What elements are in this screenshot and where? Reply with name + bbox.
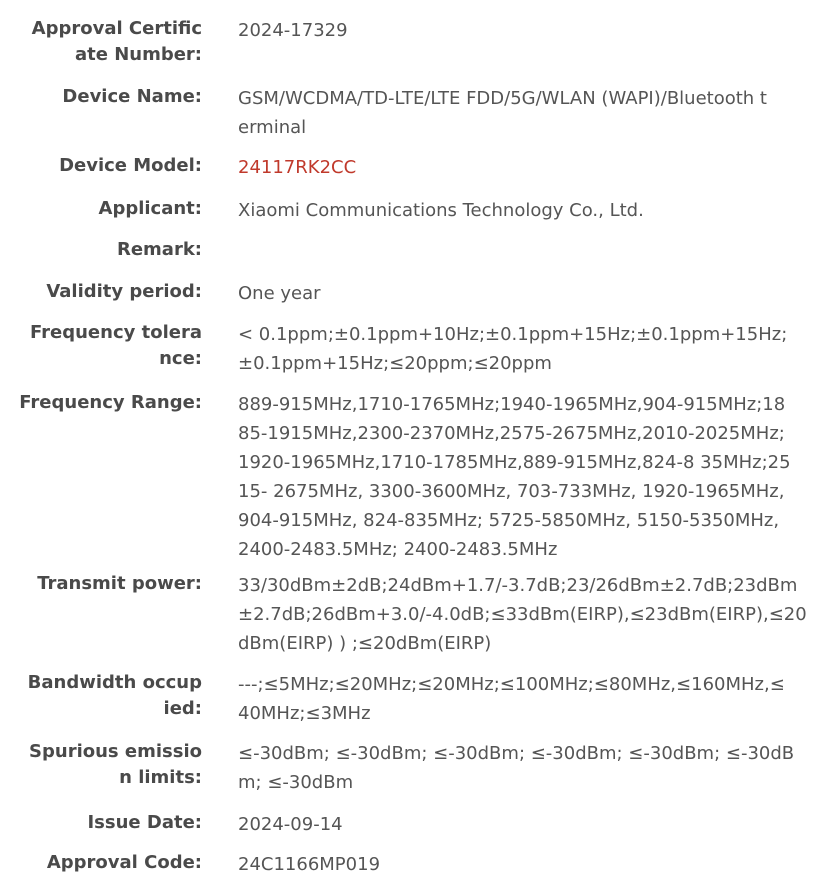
label-validity-period <box>0 279 202 305</box>
label-line: Device Model: <box>59 155 202 176</box>
label-line: Applicant: <box>98 198 202 219</box>
value-line: 1920-1965MHz,1710-1785MHz,889-915MHz,824-8 35MHz;25 <box>238 452 791 473</box>
value-line: 2024-09-14 <box>238 814 343 835</box>
label-frequency-tolerance <box>0 320 202 372</box>
value-frequency-tolerance <box>238 320 818 378</box>
label-bandwidth-occupied <box>0 670 202 722</box>
label-line: nce: <box>159 348 202 369</box>
value-line: ---;≤5MHz;≤20MHz;≤20MHz;≤100MHz;≤80MHz,≤160MHz,≤ <box>238 674 785 695</box>
label-device-name <box>0 84 202 110</box>
value-approval-code <box>238 850 818 879</box>
value-line: 24117RK2CC <box>238 157 357 178</box>
value-line: One year <box>238 283 321 304</box>
label-device-model <box>0 153 202 179</box>
value-line: 15- 2675MHz, 3300-3600MHz, 703-733MHz, 1920-1965MHz, <box>238 481 785 502</box>
value-line: ±2.7dB;26dBm+3.0/-4.0dB;≤33dBm(EIRP),≤23dBm(EIRP),≤20 <box>238 604 807 625</box>
label-line: Issue Date: <box>87 812 202 833</box>
label-line: Spurious emissio <box>29 741 202 762</box>
value-line: 24C1166MP019 <box>238 854 381 875</box>
value-line: ≤-30dBm; ≤-30dBm; ≤-30dBm; ≤-30dBm; ≤-30dBm; ≤-30dB <box>238 743 795 764</box>
label-line: Approval Certific <box>31 18 202 39</box>
value-applicant <box>238 196 818 225</box>
label-line: Frequency Range: <box>19 392 202 413</box>
label-transmit-power <box>0 571 202 597</box>
value-line: 33/30dBm±2dB;24dBm+1.7/-3.7dB;23/26dBm±2.7dB;23dBm <box>238 575 798 596</box>
value-line: 889-915MHz,1710-1765MHz;1940-1965MHz,904-915MHz;18 <box>238 394 786 415</box>
value-line: GSM/WCDMA/TD-LTE/LTE FDD/5G/WLAN (WAPI)/Bluetooth t <box>238 88 767 109</box>
value-line: m; ≤-30dBm <box>238 772 354 793</box>
value-device-name <box>238 84 818 142</box>
label-approval-code <box>0 850 202 876</box>
value-line: 40MHz;≤3MHz <box>238 703 371 724</box>
value-issue-date <box>238 810 818 839</box>
value-line: dBm(EIRP) ) ;≤20dBm(EIRP) <box>238 633 492 654</box>
value-spurious-emission-limits <box>238 739 818 797</box>
value-approval-certificate-number <box>238 16 818 45</box>
value-transmit-power <box>238 571 818 658</box>
value-line: Xiaomi Communications Technology Co., Ltd. <box>238 200 644 221</box>
label-line: Remark: <box>116 239 202 260</box>
value-line: < 0.1ppm;±0.1ppm+10Hz;±0.1ppm+15Hz;±0.1ppm+15Hz; <box>238 324 788 345</box>
label-line: ied: <box>163 698 202 719</box>
label-line: Transmit power: <box>37 573 202 594</box>
label-frequency-range <box>0 390 202 416</box>
value-line: 85-1915MHz,2300-2370MHz,2575-2675MHz,2010-2025MHz; <box>238 423 785 444</box>
value-line: 2400-2483.5MHz; 2400-2483.5MHz <box>238 539 558 560</box>
value-line: erminal <box>238 117 307 138</box>
value-line: 2024-17329 <box>238 20 348 41</box>
value-line: 904-915MHz, 824-835MHz; 5725-5850MHz, 5150-5350MHz, <box>238 510 780 531</box>
label-issue-date <box>0 810 202 836</box>
value-frequency-range <box>238 390 818 564</box>
label-line: Device Name: <box>62 86 202 107</box>
value-validity-period <box>238 279 818 308</box>
label-line: Validity period: <box>46 281 202 302</box>
label-applicant <box>0 196 202 222</box>
value-device-model <box>238 153 818 182</box>
label-line: n limits: <box>119 767 202 788</box>
value-bandwidth-occupied <box>238 670 818 728</box>
value-line: ±0.1ppm+15Hz;≤20ppm;≤20ppm <box>238 353 552 374</box>
label-remark <box>0 237 202 263</box>
label-line: Approval Code: <box>46 852 202 873</box>
label-approval-certificate-number <box>0 16 202 68</box>
label-line: ate Number: <box>74 44 202 65</box>
label-spurious-emission-limits <box>0 739 202 791</box>
label-line: Frequency tolera <box>30 322 202 343</box>
label-line: Bandwidth occup <box>27 672 202 693</box>
